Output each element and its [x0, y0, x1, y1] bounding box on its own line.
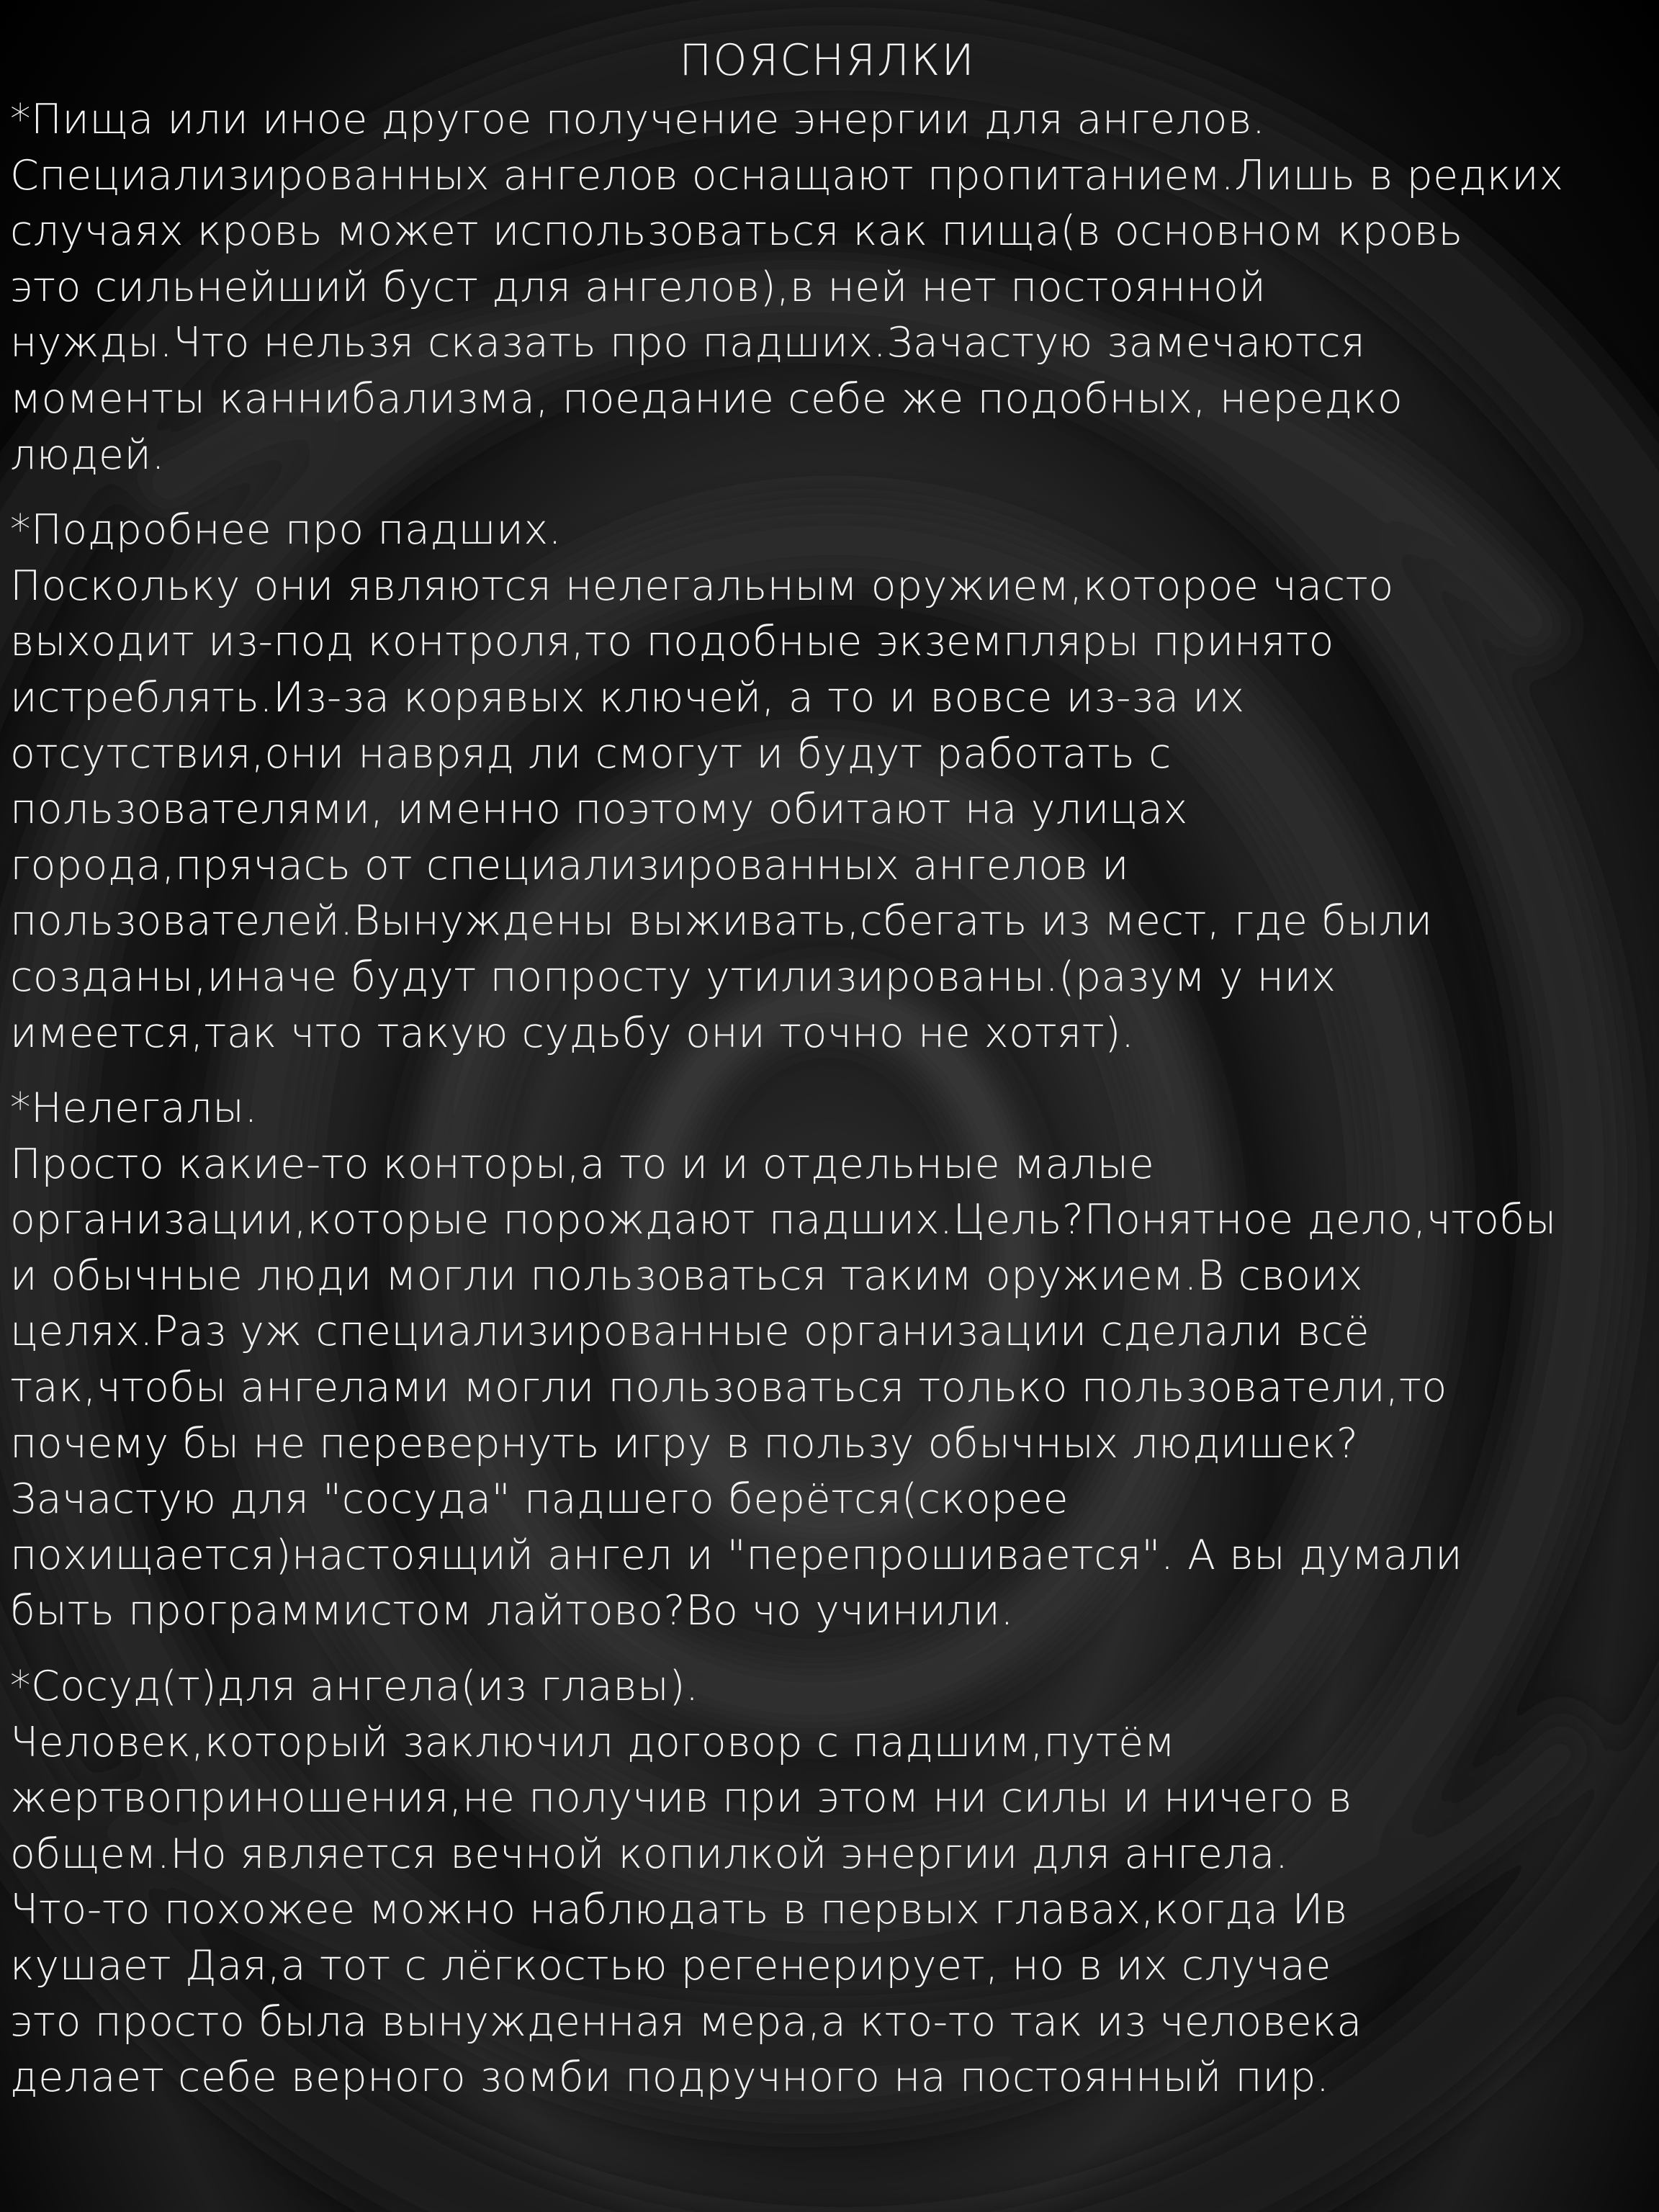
- text-line: Просто какие-то конторы,а то и и отдельные малые: [10, 1140, 1155, 1188]
- text-line: это просто была вынужденная мера,а кто-то так из человека: [10, 1997, 1362, 2046]
- text-line: и обычные люди могли пользоваться таким оружием.В своих: [10, 1251, 1363, 1300]
- text-line: жертвоприношения,не получив при этом ни силы и ничего в: [10, 1774, 1352, 1822]
- text-line: нужды.Что нельзя сказать про падших.Зачастую замечаются: [10, 319, 1366, 367]
- text-line: пользователями, именно поэтому обитают на улицах: [10, 786, 1188, 834]
- text-line: отсутствия,они навряд ли смогут и будут работать с: [10, 729, 1172, 778]
- text-line: так,чтобы ангелами могли пользоваться только пользователи,то: [10, 1364, 1447, 1412]
- text-line: имеется,так что такую судьбу они точно не хотят).: [10, 1009, 1135, 1057]
- text-line: людей.: [10, 431, 166, 479]
- section-vessel: [10, 1659, 1645, 2106]
- text-line: *Подробнее про падших.: [10, 506, 562, 554]
- text-line: кушает Дая,а тот с лёгкостью регенерирует, но в их случае: [10, 1942, 1331, 1990]
- text-line: организации,которые порождают падших.Цель?Понятное дело,чтобы: [10, 1196, 1557, 1244]
- text-line: моменты каннибализма, поедание себе же подобных, нередко: [10, 374, 1403, 423]
- text-line: целях.Раз уж специализированные организации сделали всё: [10, 1308, 1370, 1356]
- text-line: *Нелегалы.: [10, 1084, 258, 1133]
- text-line: города,прячась от специализированных ангелов и: [10, 841, 1129, 889]
- notes-text: [10, 29, 1645, 2126]
- text-line: быть программистом лайтово?Во чо учинили.: [10, 1587, 1015, 1635]
- text-line: Специализированных ангелов оснащают пропитанием.Лишь в редких: [10, 151, 1564, 199]
- text-line: это сильнейший буст для ангелов),в ней нет постоянной: [10, 263, 1267, 311]
- section-fallen: [10, 503, 1645, 1061]
- text-line: Зачастую для "сосуда" падшего берётся(скорее: [10, 1475, 1069, 1524]
- text-line: созданы,иначе будут попросту утилизированы.(разум у них: [10, 953, 1336, 1001]
- text-line: делает себе верного зомби подручного на постоянный пир.: [10, 2054, 1330, 2102]
- text-line: почему бы не перевернуть игру в пользу обычных людишек?: [10, 1419, 1359, 1467]
- text-line: Поскольку они являются нелегальным оружием,которое часто: [10, 562, 1394, 610]
- text-line: выходит из-под контроля,то подобные экземпляры принято: [10, 618, 1334, 666]
- page-title: ПОЯСНЯЛКИ: [679, 35, 976, 86]
- text-line: похищается)настоящий ангел и "перепрошивается". А вы думали: [10, 1531, 1463, 1579]
- text-line: Человек,который заключил договор с падшим,путём: [10, 1718, 1176, 1766]
- text-line: *Сосуд(т)для ангела(из главы).: [10, 1663, 699, 1711]
- text-line: пользователей.Вынуждены выживать,сбегать из мест, где были: [10, 897, 1433, 945]
- text-line: истреблять.Из-за корявых ключей, а то и вовсе из-за их: [10, 673, 1245, 721]
- section-food: [10, 92, 1645, 483]
- text-line: *Пища или иное другое получение энергии для ангелов.: [10, 96, 1266, 143]
- text-line: случаях кровь может использоваться как пища(в основном кровь: [10, 207, 1463, 256]
- section-illegals: [10, 1081, 1645, 1640]
- text-line: Что-то похожее можно наблюдать в первых главах,когда Ив: [10, 1886, 1348, 1934]
- text-line: общем.Но является вечной копилкой энергии для ангела.: [10, 1830, 1289, 1878]
